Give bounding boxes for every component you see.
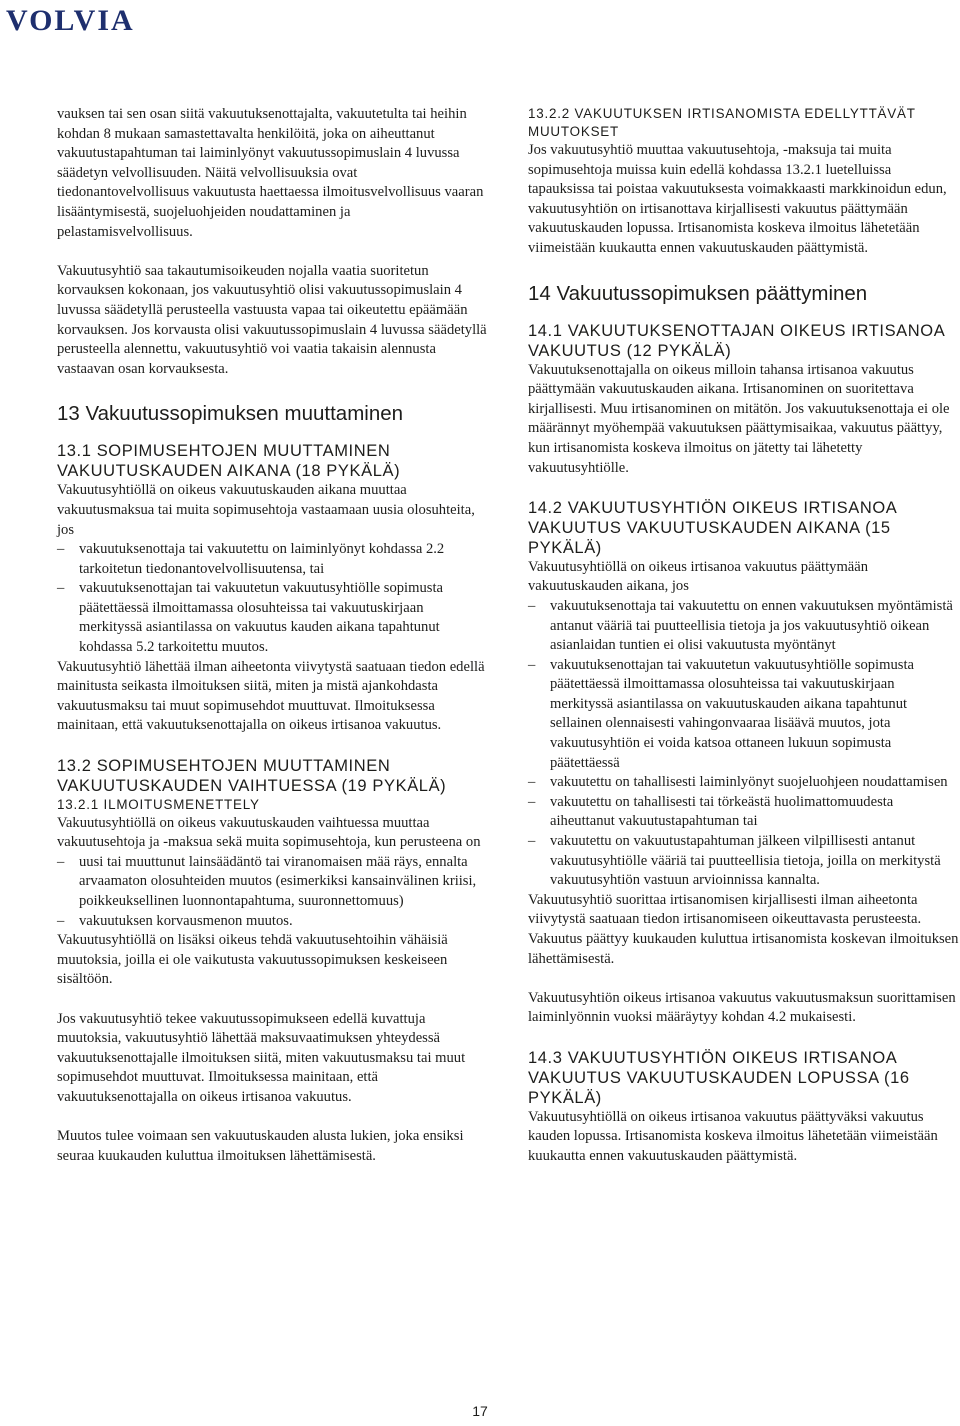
list-item: – vakuutuksenottaja tai vakuutettu on laiminlyönyt kohdassa 2.2 tarkoitetun tiedonantovelvollisuutensa, tai [57,540,489,579]
right-column [528,105,960,1166]
paragraph: Jos vakuutusyhtiö muuttaa vakuutusehtoja, -maksuja tai muita sopimusehtoja muissa kuin edellä kohdassa 13.2.1 luetelluissa tapauksissa tai poistaa vakuutuksesta voimakkaasti markkinoidun edun, vakuutusyhtiön on irtisanottava kirjallisesti vakuutus päättymään vakuutuskauden lopussa. Irtisanomista koskeva ilmoitus lähetetään viimeistään kuukautta ennen vakuutuskauden päättymistä. [528,142,947,256]
list-item: – vakuutuksen korvausmenon muutos. [57,912,489,932]
paragraph: Vakuutusyhtiöllä on lisäksi oikeus tehdä vakuutusehtoihin vähäisiä muutoksia, joilla ei ole vaikutusta vakuutussopimuksen keskeiseen sisältöön. [57,932,448,988]
section-heading: 13 Vakuutussopimuksen muuttaminen [57,402,404,426]
paragraph: Jos vakuutusyhtiö tekee vakuutussopimukseen edellä kuvattuja muutoksia, vakuutusyhtiö lähettää maksuvaatimuksen yhteydessä vakuutuksenottajalle ilmoituksen siitä, miten vakuutusmaksu tai muut sopimusehdot muuttuvat. Ilmoituksessa mainitaan, että vakuutuksenottajalla on oikeus irtisanoa vakuutus. [57,1010,466,1105]
paragraph: Vakuutusyhtiöllä on oikeus irtisanoa vakuutus päättymään vakuutuskauden aikana, jos [528,558,869,595]
list-item: – vakuutuksenottajan tai vakuutetun vakuutusyhtiölle sopimusta päätettäessä ilmoittamassa olosuhteissa tai vakuutuskirjaan merkityssä asiantilassa on vakuutuskauden aikana tapahtunut sellainen olennaisesti vahingonvaaraa lisäävä muutos, jota vakuutusyhtiön ei voida katsoa ottaneen lukuun sopimusta päätettäessä [528,656,960,774]
left-column [57,105,489,1166]
subsection-heading: 14.1 VAKUUTUKSENOTTAJAN OIKEUS IRTISANOA VAKUUTUS (12 PYKÄLÄ) [528,321,945,360]
paragraph: Muutos tulee voimaan sen vakuutuskauden alusta lukien, joka ensiksi seuraa kuukauden kuluttua ilmoituksen lähettämisestä. [57,1128,464,1164]
paragraph: Vakuutuksenottajalla on oikeus milloin tahansa irtisanoa vakuutus päättymään vakuutuskauden aikana. Irtisanominen on suoritettava kirjallisesti. Muu irtisanominen on mitätön. Jos vakuutuksenottaja ei ole määrännyt myöhempää vakuutuksen päättymisaikaa, vakuutus päättyy, kun irtisanomista koskeva ilmoitus on jätetty tai lähetetty vakuutusyhtiölle. [528,361,950,476]
list-item: – vakuutuksenottaja tai vakuutettu on ennen vakuutuksen myöntämistä antanut vääriä tai puutteellisia tietoja ja jos vakuutusyhtiö oikean asianlaidan tuntien ei olisi vakuutusta myöntänyt [528,597,960,656]
sub-subsection-heading: 13.2.2 VAKUUTUKSEN IRTISANOMISTA EDELLYTTÄVÄT MUUTOKSET [528,106,916,139]
subsection-heading: 13.2 SOPIMUSEHTOJEN MUUTTAMINEN VAKUUTUSKAUDEN VAIHTUESSA (19 PYKÄLÄ) [57,756,447,795]
section-heading: 14 Vakuutussopimuksen päättyminen [528,281,868,305]
list-item: – vakuutettu on tahallisesti laiminlyönyt suojeluohjeen noudattamisen [528,773,960,793]
paragraph: Vakuutusyhtiöllä on oikeus vakuutuskauden vaihtuessa muuttaa vakuutusehtoja ja -maksua sekä muita sopimusehtoja, kun perusteena on [57,814,481,851]
paragraph: Vakuutusyhtiö suorittaa irtisanomisen kirjallisesti ilman aiheetonta viivytystä saatuaan tiedon irtisanomiseen oikeuttavasta perusteesta. Vakuutus päättyy kuukauden kuluttua irtisanomista koskevan ilmoituksen lähettämisestä. [528,891,959,967]
paragraph: Vakuutusyhtiö saa takautumisoikeuden nojalla vaatia suoritetun korvauksen kokonaan, jos vakuutusyhtiö olisi vakuutussopimuslain 4 luvussa säädetyllä perusteella vastuusta vapaa tai oikeutettu epäämään korvauksen. Jos korvausta olisi vakuutussopimuslain 4 luvussa säädetyllä perusteella alennettu, vakuutusyhtiö voi vaatia takaisin alennusta vastaavan osan korvauksesta. [57,262,487,377]
subsection-heading: 14.3 VAKUUTUSYHTIÖN OIKEUS IRTISANOA VAKUUTUS VAKUUTUSKAUDEN LOPUSSA (16 PYKÄLÄ) [528,1048,910,1107]
subsection-heading: 14.2 VAKUUTUSYHTIÖN OIKEUS IRTISANOA VAKUUTUS VAKUUTUSKAUDEN AIKANA (15 PYKÄLÄ) [528,498,897,557]
sub-subsection-heading: 13.2.1 ILMOITUSMENETTELY [57,796,260,812]
paragraph: Vakuutusyhtiöllä on oikeus irtisanoa vakuutus päättyväksi vakuutus kauden lopussa. Irtisanomista koskeva ilmoitus lähetetään viimeistään kuukautta ennen vakuutuskauden päättymistä. [528,1108,938,1164]
paragraph: vauksen tai sen osan siitä vakuutuksenottajalta, vakuutetulta tai heihin kohdan 8 mukaan samastettavalta henkilöitä, joka on aiheuttanut vakuutustapahtuman tai laiminlyönyt vakuutussopimuslain 4 luvussa säädetyn velvollisuuden. Näitä velvollisuuksia ovat tiedonantovelvollisuus vakuutusta haettaessa ilmoitusvelvollisuus vaaran lisääntymisestä, suojeluohjeiden noudattaminen ja pelastamisvelvollisuus. [57,106,484,240]
list-item: – vakuutettu on tahallisesti tai törkeästä huolimattomuudesta aiheuttanut vakuutustapahtuman tai [528,793,960,832]
subsection-heading: 13.1 SOPIMUSEHTOJEN MUUTTAMINEN VAKUUTUSKAUDEN AIKANA (18 PYKÄLÄ) [57,442,401,481]
paragraph: Vakuutusyhtiö lähettää ilman aiheetonta viivytystä saatuaan tiedon edellä mainitusta seikasta ilmoituksen siitä, miten ja mistä ajankohdasta vakuutusmaksu tai muut sopimusehdot muuttuvat. Ilmoituksessa mainitaan, että vakuutuksenottajalla on oikeus irtisanoa vakuutus. [57,658,485,734]
list-item: – vakuutuksenottajan tai vakuutetun vakuutusyhtiölle sopimusta päätettäessä ilmoittamassa olosuhteissa tai vakuutuskirjaan merkityssä asiantilassa on vakuutus kauden aikana tapahtunut kohdassa 5.2 tarkoitettu muutos. [57,579,489,657]
page-number: 17 [472,1403,488,1419]
list-item: – uusi tai muuttunut lainsäädäntö tai viranomaisen mää räys, ennalta arvaamaton olosuhteiden muutos (esimerkiksi kansainvälinen kriisi, poikkeuksellinen luonnontapahtuma, suuronnettomuus) [57,853,489,912]
list-item: – vakuutettu on vakuutustapahtuman jälkeen vilpillisesti antanut vakuutusyhtiölle vääriä tai puutteellisia tietoja, joilla on merkitystä vakuutusyhtiön vastuun arvioinnissa kannalta. [528,832,960,891]
paragraph: Vakuutusyhtiön oikeus irtisanoa vakuutus vakuutusmaksun suorittamisen laiminlyönnin vuoksi määräytyy kohdan 4.2 mukaisesti. [528,989,956,1026]
paragraph: Vakuutusyhtiöllä on oikeus vakuutuskauden aikana muuttaa vakuutusmaksua tai muita sopimusehtoja vastaamaan uusia olosuhteita, jos [57,482,475,538]
brand-logo: VOLVIA [6,4,135,37]
